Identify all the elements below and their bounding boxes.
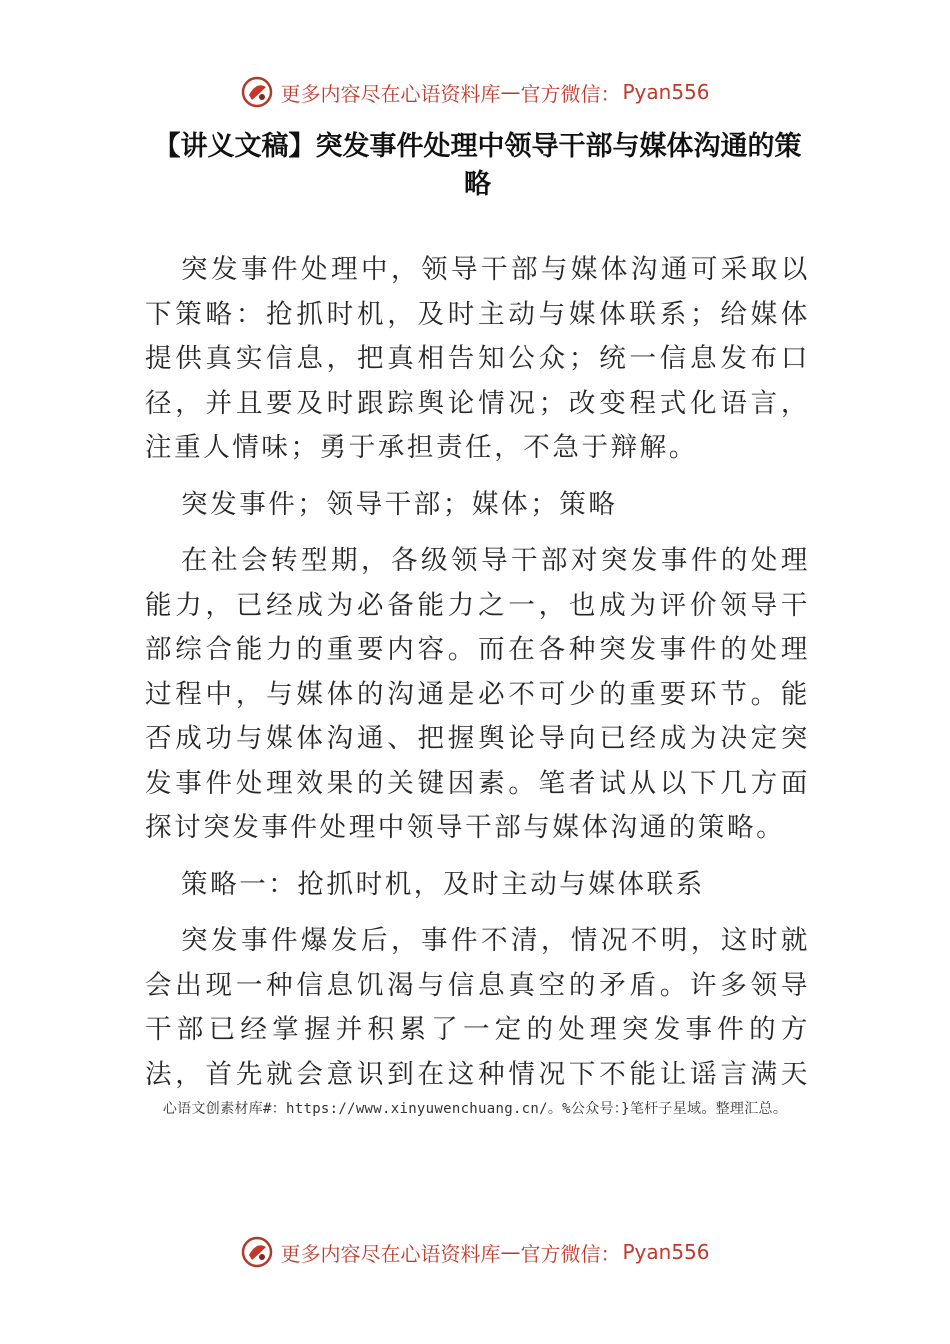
intro-paragraph: 在社会转型期，各级领导干部对突发事件的处理能力，已经成为必备能力之一，也成为评价领导干部综合能力的重要内容。而在各种突发事件的处理过程中，与媒体的沟通是必不可少的重要环节。能否成功与媒体沟通、把握舆论导向已经成为决定突发事件处理效果的关键因素。笔者试从以下几方面探讨突发事件处理中领导干部与媒体沟通的策略。 [145, 545, 810, 843]
banner-separator: — [500, 80, 521, 104]
body-paragraph: 突发事件爆发后，事件不清，情况不明，这时就会出现一种信息饥渴与信息真空的矛盾。许多领导干部已经掌握并积累了一定的处理突发事件的方法，首先就会意识到在这种情况下不能让谣言满天 [145, 925, 810, 1090]
keywords-paragraph: 突发事件；领导干部；媒体；策略 [181, 488, 618, 520]
abstract-paragraph: 突发事件处理中，领导干部与媒体沟通可采取以下策略：抢抓时机，及时主动与媒体联系；给媒体提供真实信息，把真相告知公众；统一信息发布口径，并且要及时跟踪舆论情况；改变程式化语言，注重人情味；勇于承担责任，不急于辩解。 [145, 254, 810, 463]
banner-text: 更多内容尽在心语资料库 [280, 1241, 501, 1266]
header-banner-top [0, 72, 950, 112]
banner-wechat-label: 官方微信： [520, 81, 621, 106]
banner-wechat-label: 官方微信： [520, 1241, 621, 1266]
header-banner-bottom [0, 1232, 950, 1272]
footer-source-note: 心语文创素材库#：https://www.xinyuwenchuang.cn/。%公众号：}笔杆子星域。整理汇总。 [162, 1101, 788, 1117]
banner-wechat-id: Pyan556 [622, 1240, 710, 1264]
seal-logo-icon [240, 1235, 274, 1269]
document-body [145, 248, 810, 1091]
banner-wechat-id: Pyan556 [622, 80, 710, 104]
banner-separator: — [500, 1240, 521, 1264]
section-heading: 策略一：抢抓时机，及时主动与媒体联系 [181, 868, 705, 900]
document-body-viewport [140, 248, 820, 1091]
page-title: 【讲义文稿】突发事件处理中领导干部与媒体沟通的策略 [153, 131, 802, 200]
seal-logo-icon [240, 75, 274, 109]
banner-text: 更多内容尽在心语资料库 [280, 81, 501, 106]
